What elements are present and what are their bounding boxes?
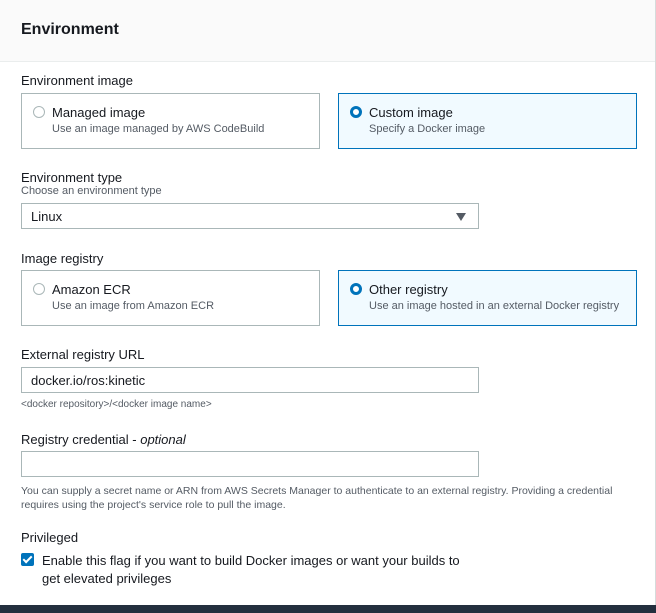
caret-down-icon <box>456 213 466 221</box>
other-registry-radio[interactable] <box>350 283 362 295</box>
amazon-ecr-desc: Use an image from Amazon ECR <box>52 300 215 312</box>
other-registry-option[interactable] <box>338 270 637 326</box>
amazon-ecr-option[interactable] <box>21 270 320 326</box>
registry-credential-label-text: Registry credential - <box>21 432 141 447</box>
amazon-ecr-radio[interactable] <box>33 283 45 295</box>
privileged-checkbox[interactable] <box>21 553 34 566</box>
privileged-text-line1: Enable this flag if you want to build Docker images or want your builds to <box>42 553 460 568</box>
privileged-text-line2: get elevated privileges <box>42 571 172 586</box>
custom-image-desc: Specify a Docker image <box>369 123 486 135</box>
amazon-ecr-title: Amazon ECR <box>52 282 131 297</box>
registry-credential-hint <box>21 484 612 512</box>
environment-type-value: Linux <box>31 209 63 224</box>
registry-credential-hint-line2: requires using the project's service role to pull the image. <box>21 499 286 511</box>
registry-credential-optional: optional <box>140 432 186 447</box>
custom-image-option[interactable] <box>338 93 637 149</box>
registry-credential-input[interactable] <box>21 451 479 477</box>
managed-image-option[interactable] <box>21 93 320 149</box>
privileged-label: Privileged <box>21 530 79 545</box>
other-registry-title: Other registry <box>369 282 448 297</box>
external-registry-url-input[interactable] <box>21 367 479 393</box>
environment-type-select[interactable] <box>21 203 479 229</box>
section-title: Environment <box>0 0 655 62</box>
external-registry-url-label: External registry URL <box>21 347 145 362</box>
managed-image-radio[interactable] <box>33 106 45 118</box>
managed-image-desc: Use an image managed by AWS CodeBuild <box>52 123 265 135</box>
external-registry-url-value: docker.io/ros:kinetic <box>31 373 146 388</box>
other-registry-desc: Use an image hosted in an external Docker registry <box>369 300 620 312</box>
registry-credential-label <box>21 432 186 447</box>
managed-image-title: Managed image <box>52 105 146 120</box>
registry-credential-hint-line1: You can supply a secret name or ARN from AWS Secrets Manager to authenticate to an external registry. Providing a credential <box>21 485 613 497</box>
custom-image-radio[interactable] <box>350 106 362 118</box>
environment-type-label: Environment type <box>21 170 123 185</box>
privileged-text <box>42 552 460 588</box>
image-registry-label: Image registry <box>21 251 104 266</box>
bottom-bar <box>0 605 656 613</box>
custom-image-title: Custom image <box>369 105 453 120</box>
environment-image-label: Environment image <box>21 73 133 88</box>
external-registry-url-hint: <docker repository>/<docker image name> <box>21 399 212 410</box>
environment-type-desc: Choose an environment type <box>21 185 162 197</box>
